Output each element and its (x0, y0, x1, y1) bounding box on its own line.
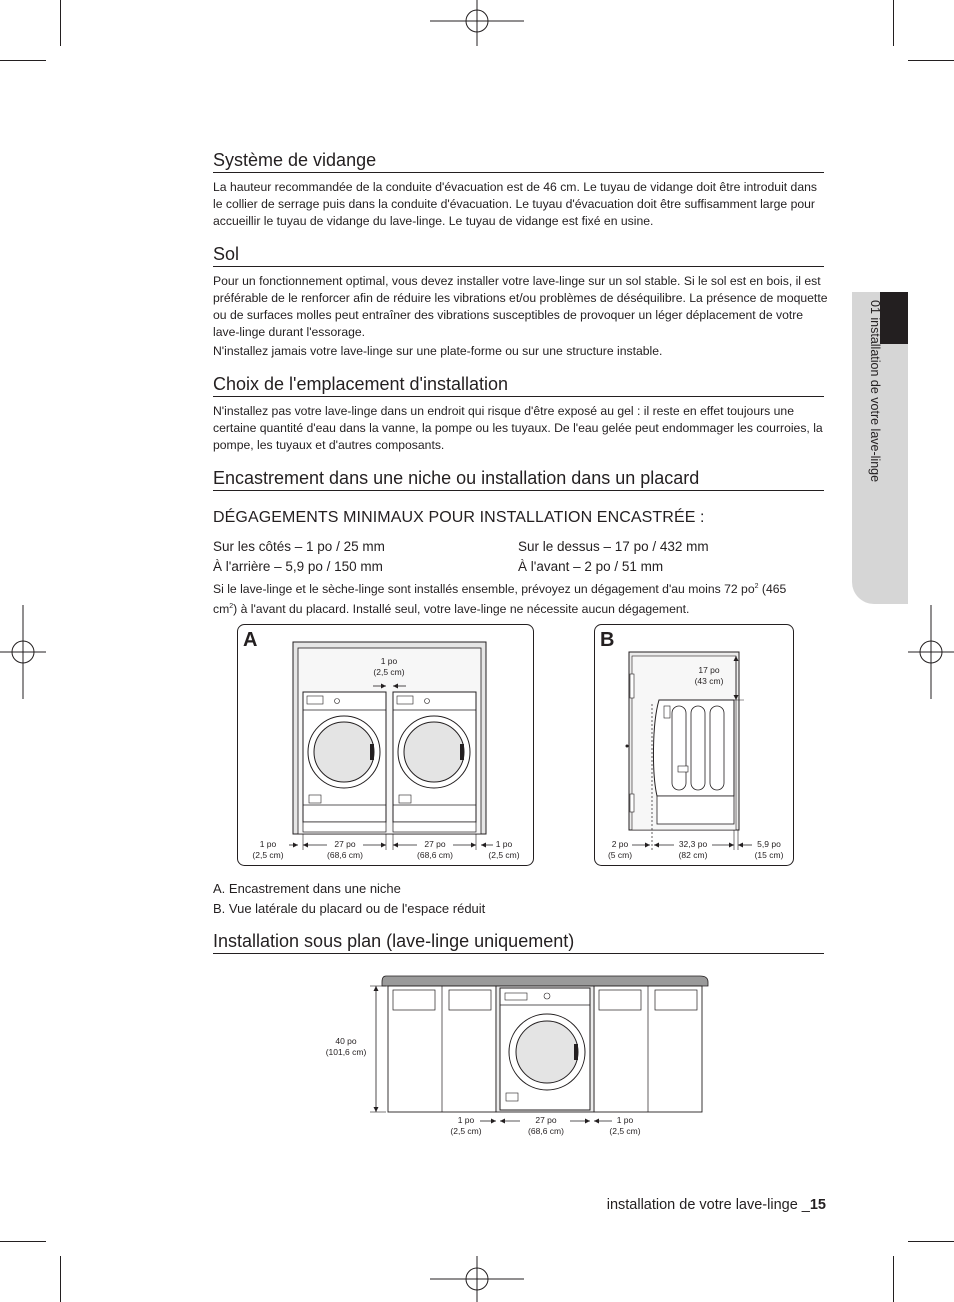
registration-mark-icon (0, 605, 46, 699)
section-title-alcove: Encastrement dans une niche ou installation dans un placard (213, 467, 824, 491)
crop-mark (908, 1241, 954, 1242)
svg-text:(43 cm): (43 cm) (694, 676, 724, 686)
chapter-tab-label: 01 installation de votre lave-linge (868, 300, 882, 483)
svg-text:1 po: 1 po (616, 1115, 634, 1125)
crop-mark (0, 60, 46, 61)
svg-text:1 po: 1 po (457, 1115, 475, 1125)
svg-text:5,9 po: 5,9 po (757, 839, 781, 849)
location-paragraph: N'installez pas votre lave-linge dans un endroit qui risque d'être exposé au gel : il reste en effet toujours une certaine quantité d'eau dans la vanne, la pompe ou les tuyaux. De l'eau gelée peut endommager les courroies, la pompe, les tuyaux et d'autres composants. (213, 404, 823, 452)
svg-text:(2,5 cm): (2,5 cm) (252, 850, 284, 860)
section-title-floor: Sol (213, 243, 824, 267)
figure-b-side-view (594, 624, 795, 867)
section-title-drain: Système de vidange (213, 149, 824, 173)
svg-text:(2,5 cm): (2,5 cm) (609, 1126, 641, 1136)
alcove-note: Si le lave-linge et le sèche-linge sont installés ensemble, prévoyez un dégagement d'au moins 72 $po^2$ (465 $cm^2$) à l'avant du placard. Installé seul, votre lave-linge ne nécessite aucun dégagement. (213, 582, 787, 617)
figure-a-alcove-front-view (237, 624, 535, 867)
section-title-location: Choix de l'emplacement d'installation (213, 373, 824, 397)
clearance-subtitle: DÉGAGEMENTS MINIMAUX POUR INSTALLATION ENCASTRÉE : (213, 509, 705, 526)
svg-text:(68,6 cm): (68,6 cm) (528, 1126, 564, 1136)
crop-mark (60, 1256, 61, 1302)
svg-text:(101,6 cm): (101,6 cm) (325, 1047, 367, 1057)
crop-mark (0, 1241, 46, 1242)
svg-text:40 po: 40 po (335, 1036, 357, 1046)
clearance-top: Sur le dessus – 17 po / 432 mm (518, 539, 709, 554)
svg-text:27 po: 27 po (535, 1115, 557, 1125)
page-footer: installation de votre lave-linge _15 (606, 1197, 826, 1213)
washer-right (393, 692, 476, 832)
chapter-tab-marker (880, 292, 908, 344)
section-title-undercounter: Installation sous plan (lave-linge uniquement) (213, 930, 824, 954)
svg-text:17 po: 17 po (698, 665, 720, 675)
svg-text:1 po: 1 po (259, 839, 277, 849)
clearance-rear: À l'arrière – 5,9 po / 150 mm (213, 559, 383, 574)
svg-text:1 po: 1 po (495, 839, 513, 849)
figure-c-undercounter (320, 972, 710, 1142)
floor-paragraph: Pour un fonctionnement optimal, vous devez installer votre lave-linge sur un sol stable. Si le sol est en bois, il est préférable de le renforcer afin de réduire les vibrations et/ou problèmes de déséquilibre. La présence de moquette ou de surfaces molles peut entraîner des vibrations susceptibles de provoquer un léger déplacement de votre lave-linge durant l'essorage. (213, 274, 828, 339)
svg-text:27 po: 27 po (424, 839, 446, 849)
svg-text:(15 cm): (15 cm) (754, 850, 784, 860)
floor-note: N'installez jamais votre lave-linge sur une plate-forme ou sur une structure instable. (213, 344, 663, 358)
registration-mark-icon (430, 0, 524, 46)
caption-a: A. Encastrement dans une niche (213, 881, 401, 896)
figure-b-label: B (600, 629, 615, 651)
clearance-sides: Sur les côtés – 1 po / 25 mm (213, 539, 385, 554)
clearance-front: À l'avant – 2 po / 51 mm (518, 559, 664, 574)
svg-text:1 po: 1 po (380, 656, 398, 666)
caption-b: B. Vue latérale du placard ou de l'espace réduit (213, 901, 486, 916)
registration-mark-icon (430, 1256, 524, 1302)
registration-mark-icon (908, 605, 954, 699)
washer-undercounter (500, 988, 590, 1110)
drain-paragraph: La hauteur recommandée de la conduite d'évacuation est de 46 cm. Le tuyau de vidange doit être introduit dans le collier de serrage puis dans la conduite d'évacuation. Le tuyau d'évacuation doit être suffisamment large pour accueillir le tuyau de vidange du lave-linge. Le tuyau de vidange est fixé en usine. (213, 180, 817, 228)
crop-mark (893, 0, 894, 46)
washer-left (303, 692, 386, 832)
svg-text:(5 cm): (5 cm) (607, 850, 633, 860)
svg-text:(2,5 cm): (2,5 cm) (450, 1126, 482, 1136)
figure-a-label: A (243, 629, 258, 651)
svg-text:(68,6 cm): (68,6 cm) (417, 850, 453, 860)
svg-text:32,3 po: 32,3 po (678, 839, 708, 849)
svg-text:27 po: 27 po (334, 839, 356, 849)
page-number: 15 (809, 1197, 826, 1213)
svg-text:2 po: 2 po (611, 839, 629, 849)
svg-text:(2,5 cm): (2,5 cm) (373, 667, 405, 677)
crop-mark (893, 1256, 894, 1302)
crop-mark (908, 60, 954, 61)
crop-mark (60, 0, 61, 46)
washer-side (653, 700, 734, 824)
svg-text:(82 cm): (82 cm) (678, 850, 708, 860)
svg-text:(68,6 cm): (68,6 cm) (327, 850, 363, 860)
svg-text:(2,5 cm): (2,5 cm) (488, 850, 520, 860)
